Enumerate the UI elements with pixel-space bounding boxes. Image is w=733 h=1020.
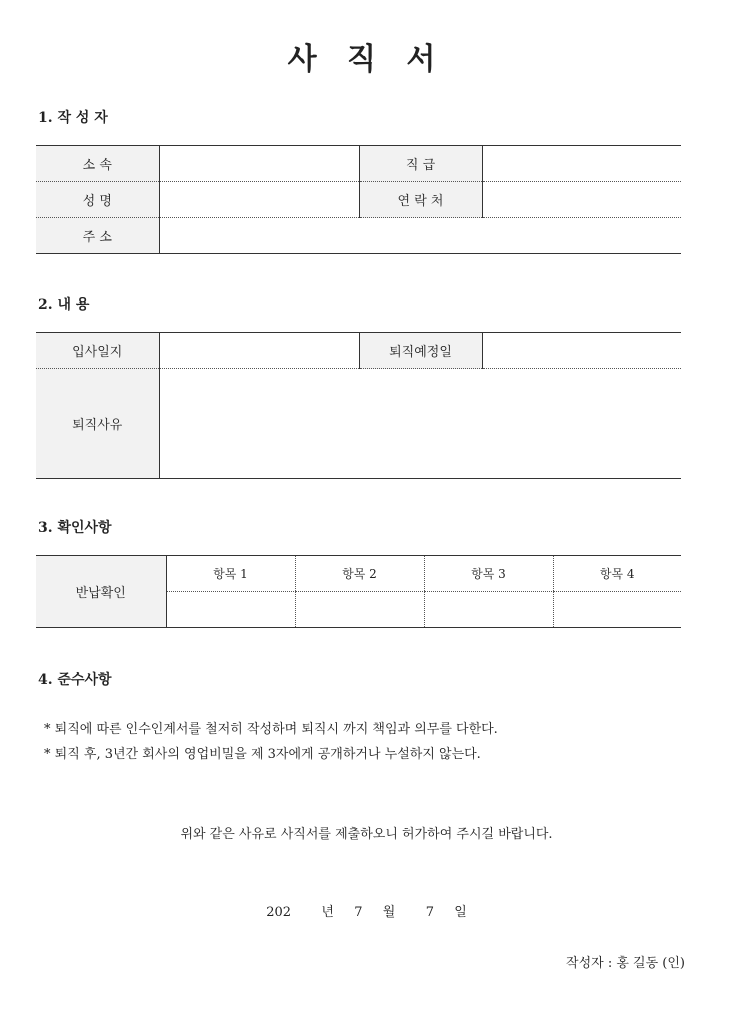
author-signature: 작성자 : 홍 길동 (인) (566, 956, 685, 971)
item-header-1: 항목 1 (166, 556, 295, 592)
label-name: 성 명 (36, 182, 159, 218)
content-table (36, 332, 681, 479)
field-name[interactable] (159, 182, 359, 218)
label-department: 소 속 (36, 146, 159, 182)
section-heading-confirmation: 3. 확인사항 (38, 520, 112, 536)
field-reason[interactable] (159, 369, 681, 479)
field-department[interactable] (159, 146, 359, 182)
field-join-date[interactable] (159, 333, 359, 369)
field-address[interactable] (159, 218, 681, 254)
item-check-1[interactable] (166, 592, 295, 628)
item-check-3[interactable] (424, 592, 553, 628)
item-header-4: 항목 4 (553, 556, 681, 592)
item-header-3: 항목 3 (424, 556, 553, 592)
label-address: 주 소 (36, 218, 159, 254)
label-return-check: 반납확인 (36, 556, 166, 628)
request-statement: 위와 같은 사유로 사직서를 제출하오니 허가하여 주시길 바랍니다. (180, 827, 553, 842)
label-join-date: 입사일지 (36, 333, 159, 369)
label-contact: 연 락 처 (359, 182, 482, 218)
item-check-2[interactable] (295, 592, 424, 628)
item-header-2: 항목 2 (295, 556, 424, 592)
section-heading-content: 2. 내 용 (38, 297, 90, 313)
compliance-note-2: * 퇴직 후, 3년간 회사의 영업비밀을 제 3자에게 공개하거나 누설하지 않는다. (44, 747, 481, 762)
field-contact[interactable] (482, 182, 681, 218)
author-table (36, 145, 681, 254)
compliance-note-1: * 퇴직에 따른 인수인계서를 철저히 작성하며 퇴직시 까지 책임과 의무를 다한다. (44, 722, 498, 737)
field-leave-date[interactable] (482, 333, 681, 369)
submission-date: 202 년 7 월 7 일 (266, 905, 467, 920)
label-reason: 퇴직사유 (36, 369, 159, 479)
label-position: 직 급 (359, 146, 482, 182)
field-position[interactable] (482, 146, 681, 182)
section-heading-compliance: 4. 준수사항 (38, 672, 112, 688)
label-leave-date: 퇴직예정일 (359, 333, 482, 369)
section-heading-author: 1. 작 성 자 (38, 110, 108, 126)
confirmation-table (36, 555, 681, 628)
document-title: 사 직 서 (287, 42, 446, 77)
item-check-4[interactable] (553, 592, 681, 628)
